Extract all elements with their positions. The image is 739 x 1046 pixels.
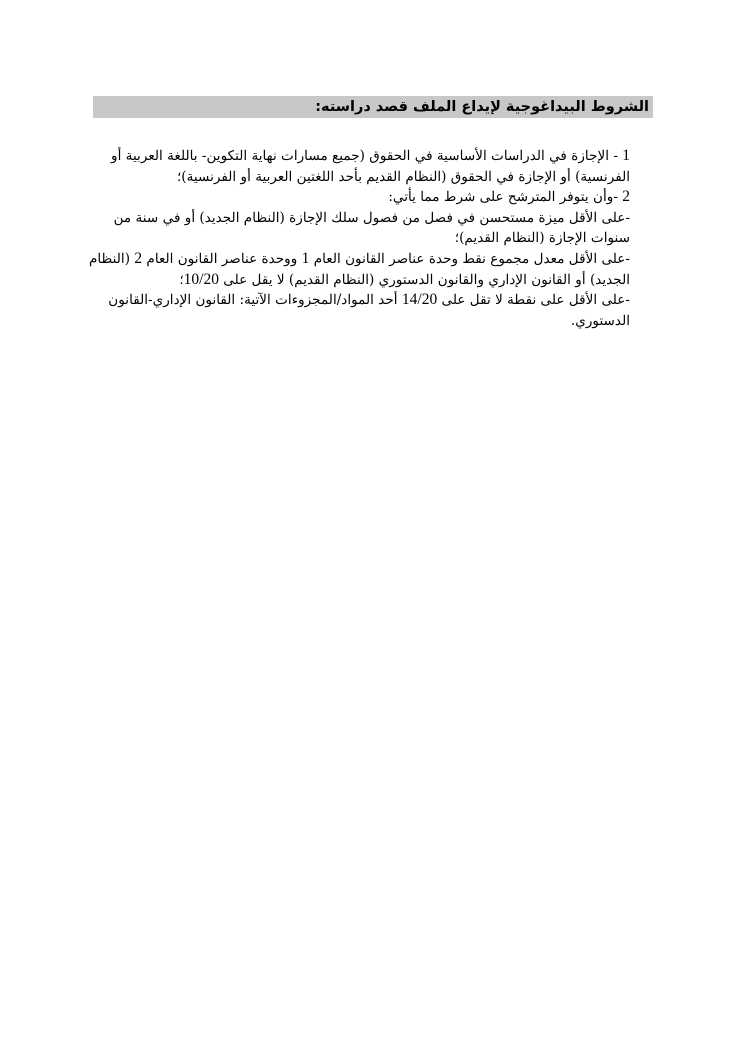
paragraph-3-text: -على الأقل ميزة مستحسن في فصل من فصول سلك الإجازة (النظام الجديد) أو في سنة من سنوات الإجازة (النظام القديم)؛ — [113, 209, 630, 247]
paragraph-1-text: - الإجازة في الدراسات الأساسية في الحقوق (جميع مسارات نهاية التكوين- باللغة العربية أو الفرنسية) أو الإجازة في الحقوق (النظام القديم بأحد اللغتين العربية أو الفرنسية)؛ — [111, 148, 630, 185]
paragraph-4-text-part-1: -على الأقل معدل مجموع نقط وحدة عناصر القانون العام — [309, 250, 630, 267]
paragraph-3 — [86, 208, 630, 249]
paragraph-4-text-end: ؛ — [179, 271, 184, 288]
paragraph-1-number: 1 — [622, 147, 630, 164]
paragraph-4-grade: 10/20 — [183, 270, 219, 288]
paragraph-4-number-1: 1 — [301, 249, 310, 267]
paragraph-5-text-part-1: -على الأقل على نقطة لا تقل على — [437, 292, 630, 309]
paragraph-4-number-2: 2 — [134, 249, 143, 267]
paragraph-4-text-part-3: (النظام الجديد) أو القانون الإداري والقانون الدستوري (النظام القديم) لا يقل على — [88, 250, 630, 288]
document-body — [86, 146, 630, 331]
paragraph-5 — [86, 290, 630, 331]
paragraph-4 — [86, 249, 630, 290]
paragraph-2-number: 2 — [622, 188, 630, 206]
paragraph-5-text-end: أحد المواد/المجزوءات الآتية: القانون الإداري-القانون الدستوري. — [108, 292, 630, 329]
paragraph-2-text: -وأن يتوفر المترشح على شرط مما يأتي: — [388, 189, 623, 206]
paragraph-2 — [86, 187, 630, 208]
paragraph-5-grade: 14/20 — [401, 291, 438, 309]
paragraph-4-text-part-2: ووحدة عناصر القانون العام — [142, 250, 302, 267]
document-heading: الشروط البيداغوجية لإيداع الملف قصد دراسته: — [93, 96, 653, 118]
paragraph-1 — [86, 146, 630, 187]
